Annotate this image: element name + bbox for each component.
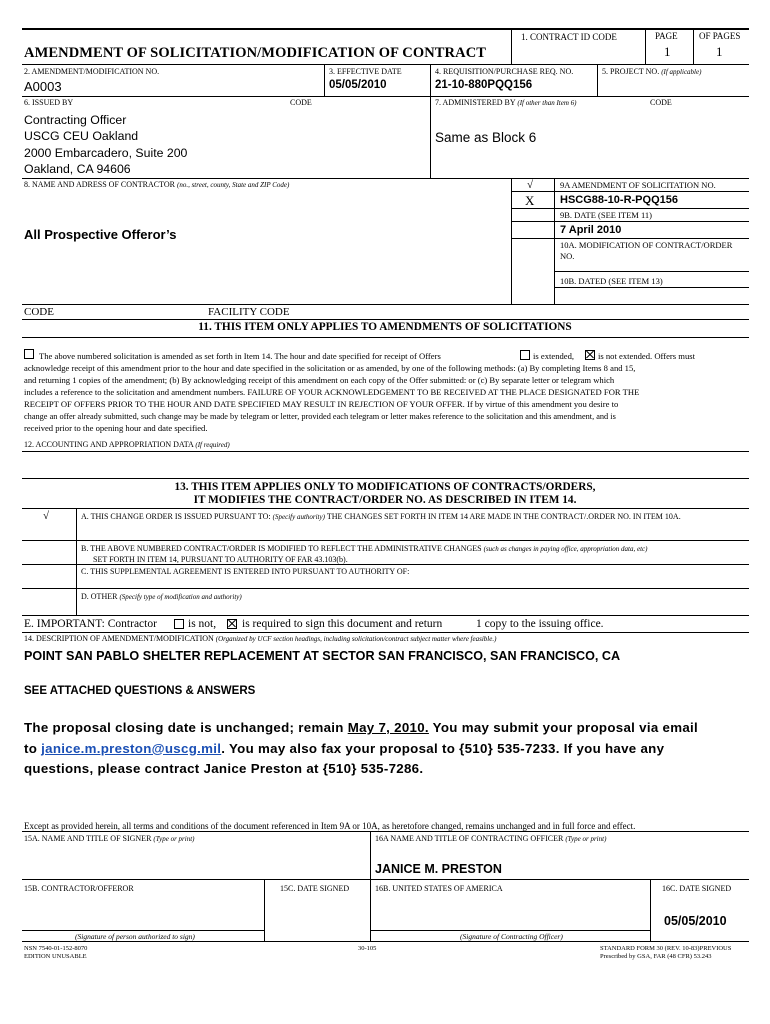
address-line: USCG CEU Oakland <box>24 129 139 144</box>
rule <box>511 221 749 222</box>
rule <box>511 29 512 64</box>
project-no-label: 5. PROJECT NO. (If applicable) <box>602 67 702 76</box>
rule <box>511 238 749 239</box>
item-15a-label: 15A. NAME AND TITLE OF SIGNER (Type or print) <box>24 834 195 843</box>
rule <box>22 304 749 305</box>
item-11-extended-label: is extended, <box>533 351 575 361</box>
code-label: CODE <box>290 98 312 107</box>
item-11-line: and returning 1 copies of the amendment; (b) By acknowledging receipt of this amendment on each copy of the Offer submitted: or (c) By separate letter or telegram which <box>24 375 615 385</box>
standard-form-note: STANDARD FORM 30 (REV. 10-83)PREVIOUS Prescribed by GSA, FAR (48 CFR) 53.243 <box>600 945 732 960</box>
item-13b-text-2: SET FORTH IN ITEM 14, PURSUANT TO AUTHORITY OF FAR 43.103(b). <box>93 555 348 564</box>
contracting-officer-name[interactable]: JANICE M. PRESTON <box>375 862 502 876</box>
rule <box>324 64 325 96</box>
top-border <box>22 28 749 30</box>
description-subtitle[interactable]: SEE ATTACHED QUESTIONS & ANSWERS <box>24 685 256 697</box>
rule <box>22 319 749 320</box>
except-text: Except as provided herein, all terms and conditions of the document referenced in Item 9A or 10A, as heretofore changed, remains unchanged and in full force and effect. <box>24 821 636 831</box>
rule <box>693 29 694 64</box>
nsn-note: NSN 7540-01-152-8070 EDITION UNUSABLE <box>24 945 88 960</box>
rule <box>22 615 749 616</box>
rule <box>264 879 265 941</box>
rule <box>645 29 646 64</box>
item-11-line: acknowledge receipt of this amendment prior to the hour and date specified in the solicitation or as amended, by one of the following methods: (a) By completing Items 8 and 15, <box>24 363 636 373</box>
rule <box>22 588 749 589</box>
code-label: CODE <box>24 306 54 318</box>
checkbox-unchecked[interactable] <box>24 349 34 359</box>
item-9a-label: 9A AMENDMENT OF SOLICITATION NO. <box>560 180 716 190</box>
rule <box>22 941 749 942</box>
rule <box>76 508 77 615</box>
description-body[interactable] <box>24 718 698 780</box>
item-15b-label: 15B. CONTRACTOR/OFFEROR <box>24 884 134 893</box>
item-13a-text: A. THIS CHANGE ORDER IS ISSUED PURSUANT TO: (Specify authority) THE CHANGES SET FORTH IN ITEM 14 ARE MADE IN THE CONTRACT/.ORDER NO. IN ITEM 10A. <box>81 512 681 521</box>
rule <box>22 508 749 509</box>
effective-date-value[interactable]: 05/05/2010 <box>329 79 387 91</box>
address-line: 2000 Embarcadero, Suite 200 <box>24 145 188 160</box>
rule <box>22 337 749 338</box>
amendment-no-value[interactable]: A0003 <box>24 79 62 94</box>
item-11-line: The above numbered solicitation is amended as set forth in Item 14. The hour and date specified for receipt of Offers <box>39 351 441 361</box>
is-not-label: is not, <box>188 618 217 630</box>
rule <box>511 208 749 209</box>
address-line: Oakland, CA 94606 <box>24 161 131 176</box>
description-title[interactable]: POINT SAN PABLO SHELTER REPLACEMENT AT SECTOR SAN FRANCISCO, SAN FRANCISCO, CA <box>24 649 621 663</box>
rule <box>22 96 749 97</box>
administered-by-label: 7. ADMINISTERED BY (If other than Item 6) <box>435 98 577 107</box>
item-9a-value[interactable]: HSCG88-10-R-PQQ156 <box>560 194 678 206</box>
is-not-checkbox[interactable] <box>174 619 184 629</box>
rule <box>22 178 749 179</box>
is-required-checkbox[interactable] <box>227 619 237 629</box>
rule <box>22 540 749 541</box>
copies-label: 1 copy to the issuing office. <box>476 618 604 630</box>
rule <box>22 478 749 479</box>
administered-by-value[interactable]: Same as Block 6 <box>435 130 537 145</box>
rule <box>22 451 749 452</box>
item-10b-label: 10B. DATED (SEE ITEM 13) <box>560 276 663 286</box>
rule <box>597 64 598 96</box>
item-12-label: 12. ACCOUNTING AND APPROPRIATION DATA (If required) <box>24 440 230 449</box>
item-10a-label: 10A. MODIFICATION OF CONTRACT/ORDER <box>560 240 733 250</box>
item-16b-label: 16B. UNITED STATES OF AMERICA <box>375 884 503 893</box>
signature-line[interactable] <box>22 930 264 931</box>
description-line: The proposal closing date is unchanged; remain May 7, 2010. You may submit your proposal via email <box>24 720 699 735</box>
item-15c-label: 15C. DATE SIGNED <box>280 884 350 893</box>
contractor-label: 8. NAME AND ADRESS OF CONTRACTOR (no., street, county, State and ZIP Code) <box>24 180 290 189</box>
item-13-heading: 13. THIS ITEM APPLIES ONLY TO MODIFICATIONS OF CONTRACTS/ORDERS, IT MODIFIES THE CONTRACT/ORDER NO. AS DESCRIBED IN ITEM 14. <box>174 481 596 506</box>
important-label: E. IMPORTANT: Contractor <box>24 618 157 630</box>
signature-line[interactable] <box>370 930 650 931</box>
signature-16-label: (Signature of Contracting Officer) <box>460 932 563 941</box>
rule <box>370 831 371 941</box>
item-16a-label: 16A NAME AND TITLE OF CONTRACTING OFFICER (Type or print) <box>375 834 607 843</box>
rule <box>650 879 651 941</box>
rule <box>22 64 749 65</box>
facility-code-label: FACILITY CODE <box>208 306 290 318</box>
x-mark-9a[interactable]: X <box>525 193 535 208</box>
page-value: 1 <box>664 44 671 59</box>
item-11-line: received prior to the opening hour and date specified. <box>24 423 208 433</box>
item-11-line: includes a reference to the solicitation and amendment numbers. FAILURE OF YOUR ACKNOWLEDGEMENT TO BE RECEIVED AT THE PLACE DESIGNATED FOR THE <box>24 387 640 397</box>
amendment-no-label: 2. AMENDMENT/MODIFICATION NO. <box>24 67 160 76</box>
item-11-not-extended-label: is not extended. Offers must <box>598 351 695 361</box>
page-label: PAGE <box>655 31 678 41</box>
email-link[interactable]: janice.m.preston@uscg.mil <box>41 740 222 756</box>
requisition-value[interactable]: 21-10-880PQQ156 <box>435 79 533 91</box>
requisition-label: 4. REQUISITION/PURCHASE REQ. NO. <box>435 67 574 76</box>
contractor-value[interactable]: All Prospective Offeror’s <box>24 227 177 242</box>
contract-id-label: 1. CONTRACT ID CODE <box>521 32 617 42</box>
description-line: to janice.m.preston@uscg.mil. You may also fax your proposal to {510} 535-7233. If you have any <box>24 740 665 756</box>
effective-date-label: 3. EFFECTIVE DATE <box>329 67 402 76</box>
description-line: questions, please contract Janice Preston at {510} 535-7286. <box>24 761 424 776</box>
item-11-line: RECEIPT OF OFFERS PRIOR TO THE HOUR AND DATE SPECIFIED MAY RESULT IN REJECTION OF YOUR OFFER. If by virtue of this amendment you desire to <box>24 399 619 409</box>
is-required-label: is required to sign this document and return <box>242 618 443 630</box>
rule <box>22 564 749 565</box>
item-13d-text: D. OTHER (Specify type of modification and authority) <box>81 592 242 601</box>
issued-by-label: 6. ISSUED BY <box>24 98 74 107</box>
not-extended-checkbox[interactable] <box>585 350 595 360</box>
date-signed-value[interactable]: 05/05/2010 <box>664 914 727 928</box>
rule <box>430 64 431 96</box>
form-number: 30-105 <box>358 945 377 952</box>
check-mark-13a[interactable]: √ <box>43 510 50 522</box>
rule <box>511 178 512 304</box>
rule <box>22 632 749 633</box>
item-10a-label-2: NO. <box>560 251 575 261</box>
item-11-heading: 11. THIS ITEM ONLY APPLIES TO AMENDMENTS OF SOLICITATIONS <box>198 321 572 333</box>
item-9b-value[interactable]: 7 April 2010 <box>560 224 622 236</box>
address-line: Contracting Officer <box>24 113 127 127</box>
rule <box>554 178 555 304</box>
item-16c-label: 16C. DATE SIGNED <box>662 884 732 893</box>
issued-by-address[interactable] <box>24 112 187 177</box>
extended-checkbox[interactable] <box>520 350 530 360</box>
code-label: CODE <box>650 98 672 107</box>
rule <box>554 271 749 272</box>
item-11-line: change an offer already submitted, such change may be made by telegram or letter, provided each telegram or letter makes reference to the solicitation and this amendment, and is <box>24 412 616 421</box>
signature-15-label: (Signature of person authorized to sign) <box>75 932 195 941</box>
check-mark-9a[interactable]: √ <box>527 179 534 191</box>
item-13b-text: B. THE ABOVE NUMBERED CONTRACT/ORDER IS MODIFIED TO REFLECT THE ADMINISTRATIVE CHANGES (such as changes in paying office, appropriation data, etc) <box>81 544 648 553</box>
item-9b-label: 9B. DATE (SEE ITEM 11) <box>560 210 652 220</box>
of-pages-value: 1 <box>716 44 723 59</box>
rule <box>22 831 749 832</box>
rule <box>22 879 749 880</box>
item-13c-text: C. THIS SUPPLEMENTAL AGREEMENT IS ENTERED INTO PURSUANT TO AUTHORITY OF: <box>81 567 410 576</box>
item-14-label: 14. DESCRIPTION OF AMENDMENT/MODIFICATION (Organized by UCF section headings, including solicitation/contract subject matter where feasible.) <box>24 634 497 643</box>
form-title: AMENDMENT OF SOLICITATION/MODIFICATION OF CONTRACT <box>24 45 487 61</box>
rule <box>554 287 749 288</box>
rule <box>511 191 749 192</box>
of-pages-label: OF PAGES <box>699 31 741 41</box>
rule <box>430 96 431 178</box>
